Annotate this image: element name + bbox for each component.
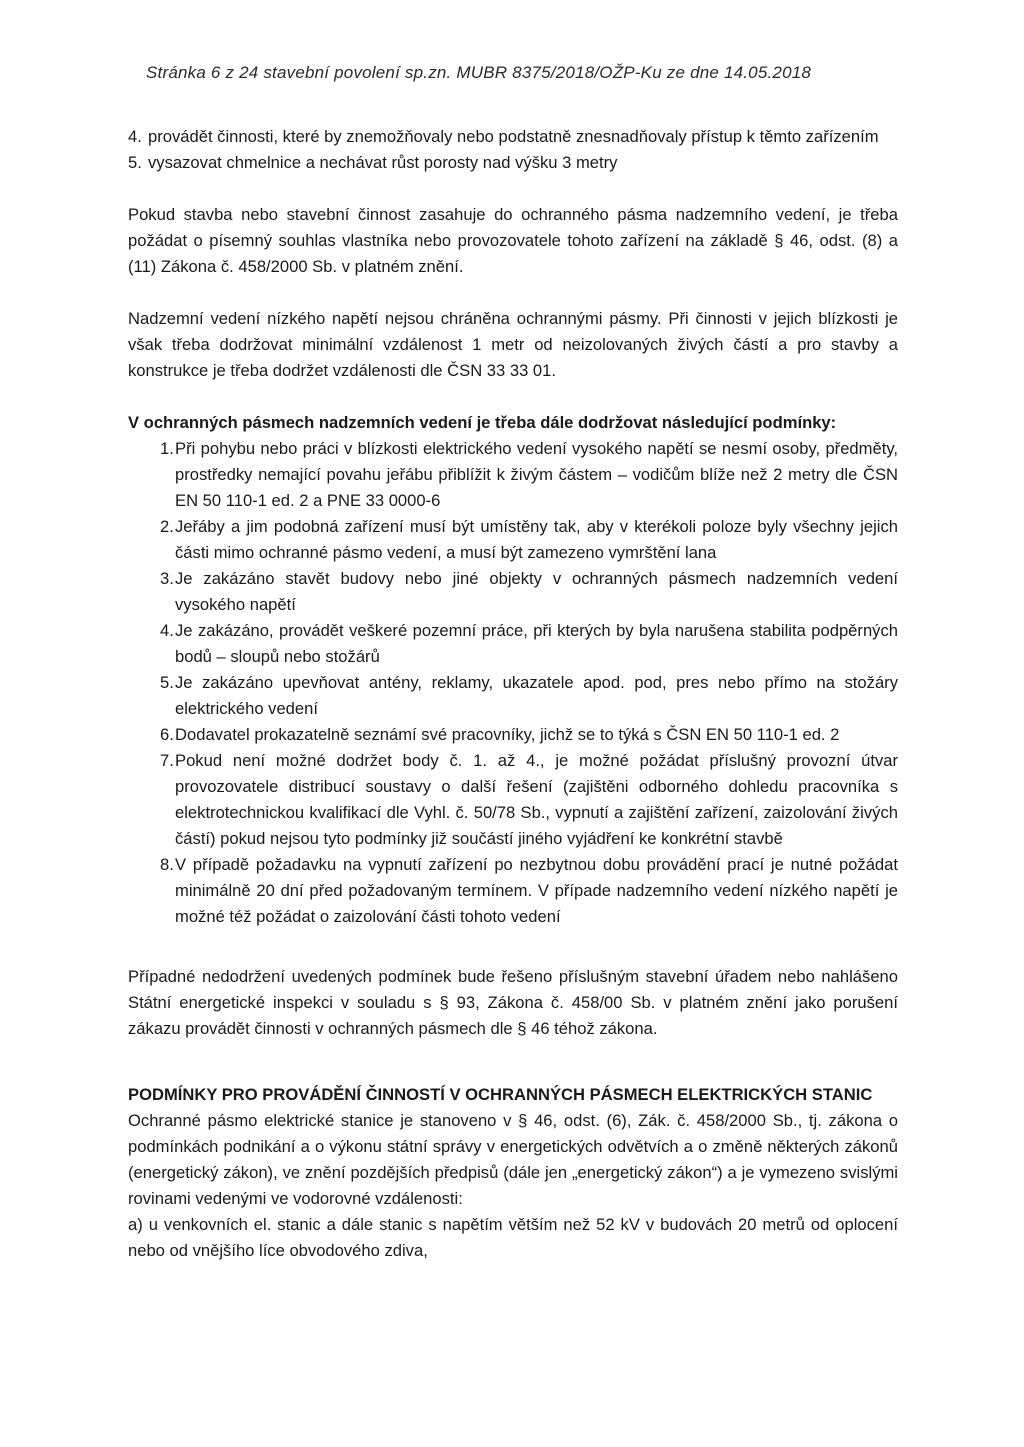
list-item-number: 6. [160,725,174,744]
conditions-list [128,436,898,930]
list-item-text: Při pohybu nebo práci v blízkosti elektrického vedení vysokého napětí se nesmí osoby, předměty, prostředky nemající povahu jeřábu přiblížit k živým částem – vodičům blíže než 2 metry dle ČSN EN 50 110-1 ed. 2 a PNE 33 0000-6 [175,439,898,510]
page-header: Stránka 6 z 24 stavební povolení sp.zn. MUBR 8375/2018/OŽP-Ku ze dne 14.05.2018 [146,63,812,82]
list-item-number: 4. [160,621,174,640]
list-item-number: 1. [160,439,174,458]
list-item [128,618,898,670]
list-item-number: 8. [160,855,174,874]
list-item [128,566,898,618]
list-item-number: 5. [128,153,142,172]
list-item [128,150,898,176]
list-item-number: 5. [160,673,174,692]
list-item [128,748,898,852]
list-item-text: Je zakázáno, provádět veškeré pozemní práce, při kterých by byla narušena stabilita podpěrných bodů – sloupů nebo stožárů [175,621,898,666]
page-content [128,124,898,1264]
list-item-number: 7. [160,751,174,770]
list-item [128,436,898,514]
paragraph-low-voltage: Nadzemní vedení nízkého napětí nejsou chráněna ochrannými pásmy. Při činnosti v jejich blízkosti je však třeba dodržovat minimální vzdálenost 1 metr od neizolovaných živých částí a pro stavby a konstrukce je třeba dodržet vzdálenosti dle ČSN 33 33 01. [128,309,898,380]
list-item-number: 2. [160,517,174,536]
list-item-text: Pokud není možné dodržet body č. 1. až 4., je možné požádat příslušný provozní útvar provozovatele distribucí soustavy o další řešení (zajištěni odborného dohledu pracovníka s elektrotechnickou kvalifikací dle Vyhl. č. 50/78 Sb., vypnutí a zajištění zařízení, zaizolování živých částí) pokud nejsou tyto podmínky již součástí jiného vyjádření ke konkrétní stavbě [175,751,898,848]
list-item-text: provádět činnosti, které by znemožňovaly nebo podstatně znesnadňovaly přístup k těmto zařízením [148,127,879,146]
list-item-text: Dodavatel prokazatelně seznámí své pracovníky, jichž se to týká s ČSN EN 50 110-1 ed. 2 [175,725,840,744]
list-item-text: vysazovat chmelnice a nechávat růst porosty nad výšku 3 metry [148,153,618,172]
list-item [128,124,898,150]
top-list [128,124,898,176]
list-item-number: 3. [160,569,174,588]
list-item-text: Je zakázáno upevňovat antény, reklamy, ukazatele apod. pod, pres nebo přímo na stožáry elektrického vedení [175,673,898,718]
paragraph-stations: Ochranné pásmo elektrické stanice je stanoveno v § 46, odst. (6), Zák. č. 458/2000 Sb., tj. zákona o podmínkách podnikání a o výkonu státní správy v energetických odvětvích a o změně některých zákonů (energetický zákon), ve znění pozdějších předpisů (dále jen „energetický zákon“) a je vymezeno svislými rovinami vedenými ve vodorovné vzdálenosti: [128,1111,898,1208]
list-item-text: Jeřáby a jim podobná zařízení musí být umístěny tak, aby v kterékoli poloze byly všechny jejich části mimo ochranné pásmo vedení, a musí být zamezeno vymrštění lana [175,517,898,562]
stations-heading: PODMÍNKY PRO PROVÁDĚNÍ ČINNOSTÍ V OCHRANNÝCH PÁSMECH ELEKTRICKÝCH STANIC [128,1085,873,1104]
paragraph-violations: Případné nedodržení uvedených podmínek bude řešeno příslušným stavební úřadem nebo nahlášeno Státní energetické inspekci v souladu s § 93, Zákona č. 458/00 Sb. v platném znění jako porušení zákazu provádět činnosti v ochranných pásmech dle § 46 téhož zákona. [128,967,898,1038]
list-item-text: Je zakázáno stavět budovy nebo jiné objekty v ochranných pásmech nadzemních vedení vysokého napětí [175,569,898,614]
paragraph-stations-item-a: a) u venkovních el. stanic a dále stanic s napětím větším než 52 kV v budovách 20 metrů od oplocení nebo od vnějšího líce obvodového zdiva, [128,1215,898,1260]
list-item [128,670,898,722]
list-item [128,852,898,930]
conditions-heading: V ochranných pásmech nadzemních vedení je třeba dále dodržovat následující podmínky: [128,413,837,432]
list-item-text: V případě požadavku na vypnutí zařízení po nezbytnou dobu provádění prací je nutné požádat minimálně 20 dní před požadovaným termínem. V případe nadzemního vedení nízkého napětí je možné též požádat o zaizolování části tohoto vedení [175,855,898,926]
list-item-number: 4. [128,127,142,146]
list-item [128,722,898,748]
paragraph-consent: Pokud stavba nebo stavební činnost zasahuje do ochranného pásma nadzemního vedení, je třeba požádat o písemný souhlas vlastníka nebo provozovatele tohoto zařízení na základě § 46, odst. (8) a (11) Zákona č. 458/2000 Sb. v platném znění. [128,205,898,276]
list-item [128,514,898,566]
